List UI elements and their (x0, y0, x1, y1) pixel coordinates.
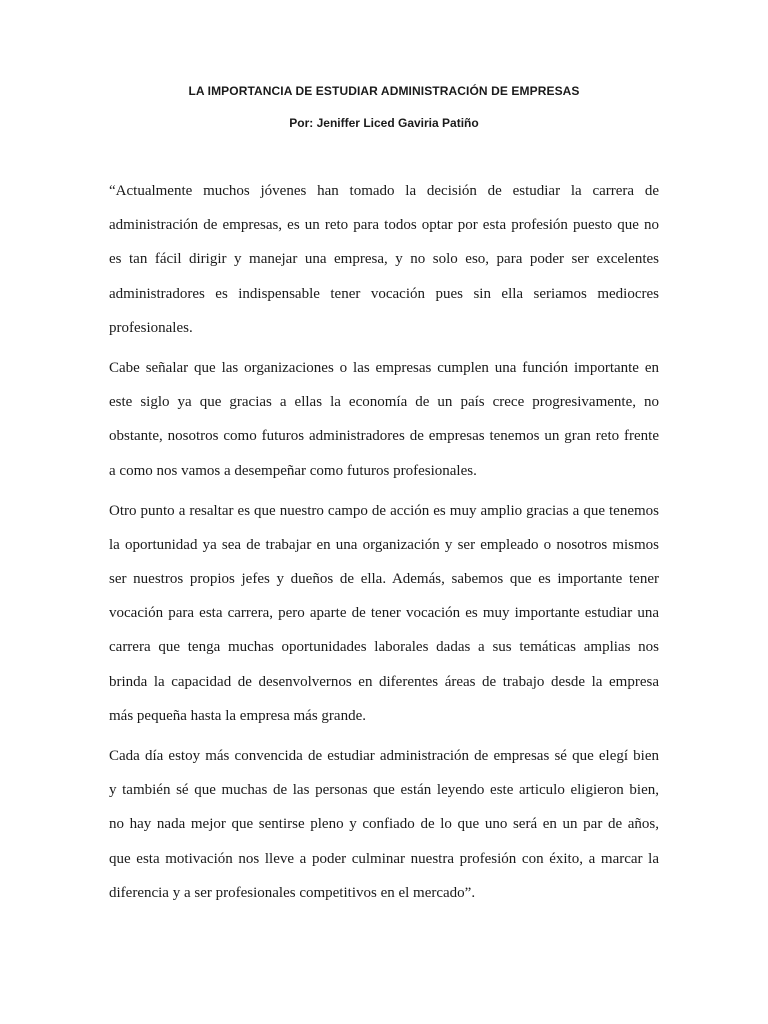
text-line: y también sé que muchas de las personas que están leyendo este articulo eligieron bien, (109, 782, 659, 799)
text-line: profesionales. (109, 319, 193, 336)
text-line: vocación para esta carrera, pero aparte de tener vocación es muy importante estudiar una (109, 605, 659, 622)
text-line: administración de empresas, es un reto para todos optar por esta profesión puesto que no (109, 217, 659, 234)
text-line: Cabe señalar que las organizaciones o las empresas cumplen una función importante en (109, 359, 659, 376)
text-line: este siglo ya que gracias a ellas la economía de un país crece progresivamente, no (109, 394, 659, 411)
text-line: más pequeña hasta la empresa más grande. (109, 707, 366, 724)
text-line: es tan fácil dirigir y manejar una empresa, y no solo eso, para poder ser excelentes (109, 251, 659, 268)
text-line: no hay nada mejor que sentirse pleno y confiado de lo que uno será en un par de años, (109, 816, 659, 833)
text-line: “Actualmente muchos jóvenes han tomado la decisión de estudiar la carrera de (109, 183, 659, 199)
text-line: diferencia y a ser profesionales competitivos en el mercado”. (109, 884, 476, 901)
text-line: Cada día estoy más convencida de estudiar administración de empresas sé que elegí bien (109, 748, 659, 764)
text-line: brinda la capacidad de desenvolvernos en diferentes áreas de trabajo desde la empresa (109, 673, 659, 690)
paragraph (109, 178, 659, 349)
text-line: que esta motivación nos lleve a poder culminar nuestra profesión con éxito, a marcar la (109, 850, 659, 867)
text-line: a como nos vamos a desempeñar como futuros profesionales. (109, 462, 477, 479)
text-line: Otro punto a resaltar es que nuestro campo de acción es muy amplio gracias a que tenemos (109, 502, 659, 519)
document-title: LA IMPORTANCIA DE ESTUDIAR ADMINISTRACIÓN DE EMPRESAS (188, 84, 580, 98)
document-body (109, 178, 659, 920)
document-author: Por: Jeniffer Liced Gaviria Patiño (289, 116, 479, 130)
paragraph (109, 355, 659, 492)
paragraph (109, 743, 659, 914)
paragraph (109, 498, 659, 737)
text-line: la oportunidad ya sea de trabajar en una organización y ser empleado o nosotros mismos (109, 536, 659, 553)
text-line: obstante, nosotros como futuros administradores de empresas tenemos un gran reto frente (109, 428, 659, 445)
text-line: ser nuestros propios jefes y dueños de ella. Además, sabemos que es importante tener (109, 571, 659, 588)
text-line: administradores es indispensable tener vocación pues sin ella seriamos mediocres (109, 285, 659, 302)
text-line: carrera que tenga muchas oportunidades laborales dadas a sus temáticas amplias nos (109, 639, 659, 656)
